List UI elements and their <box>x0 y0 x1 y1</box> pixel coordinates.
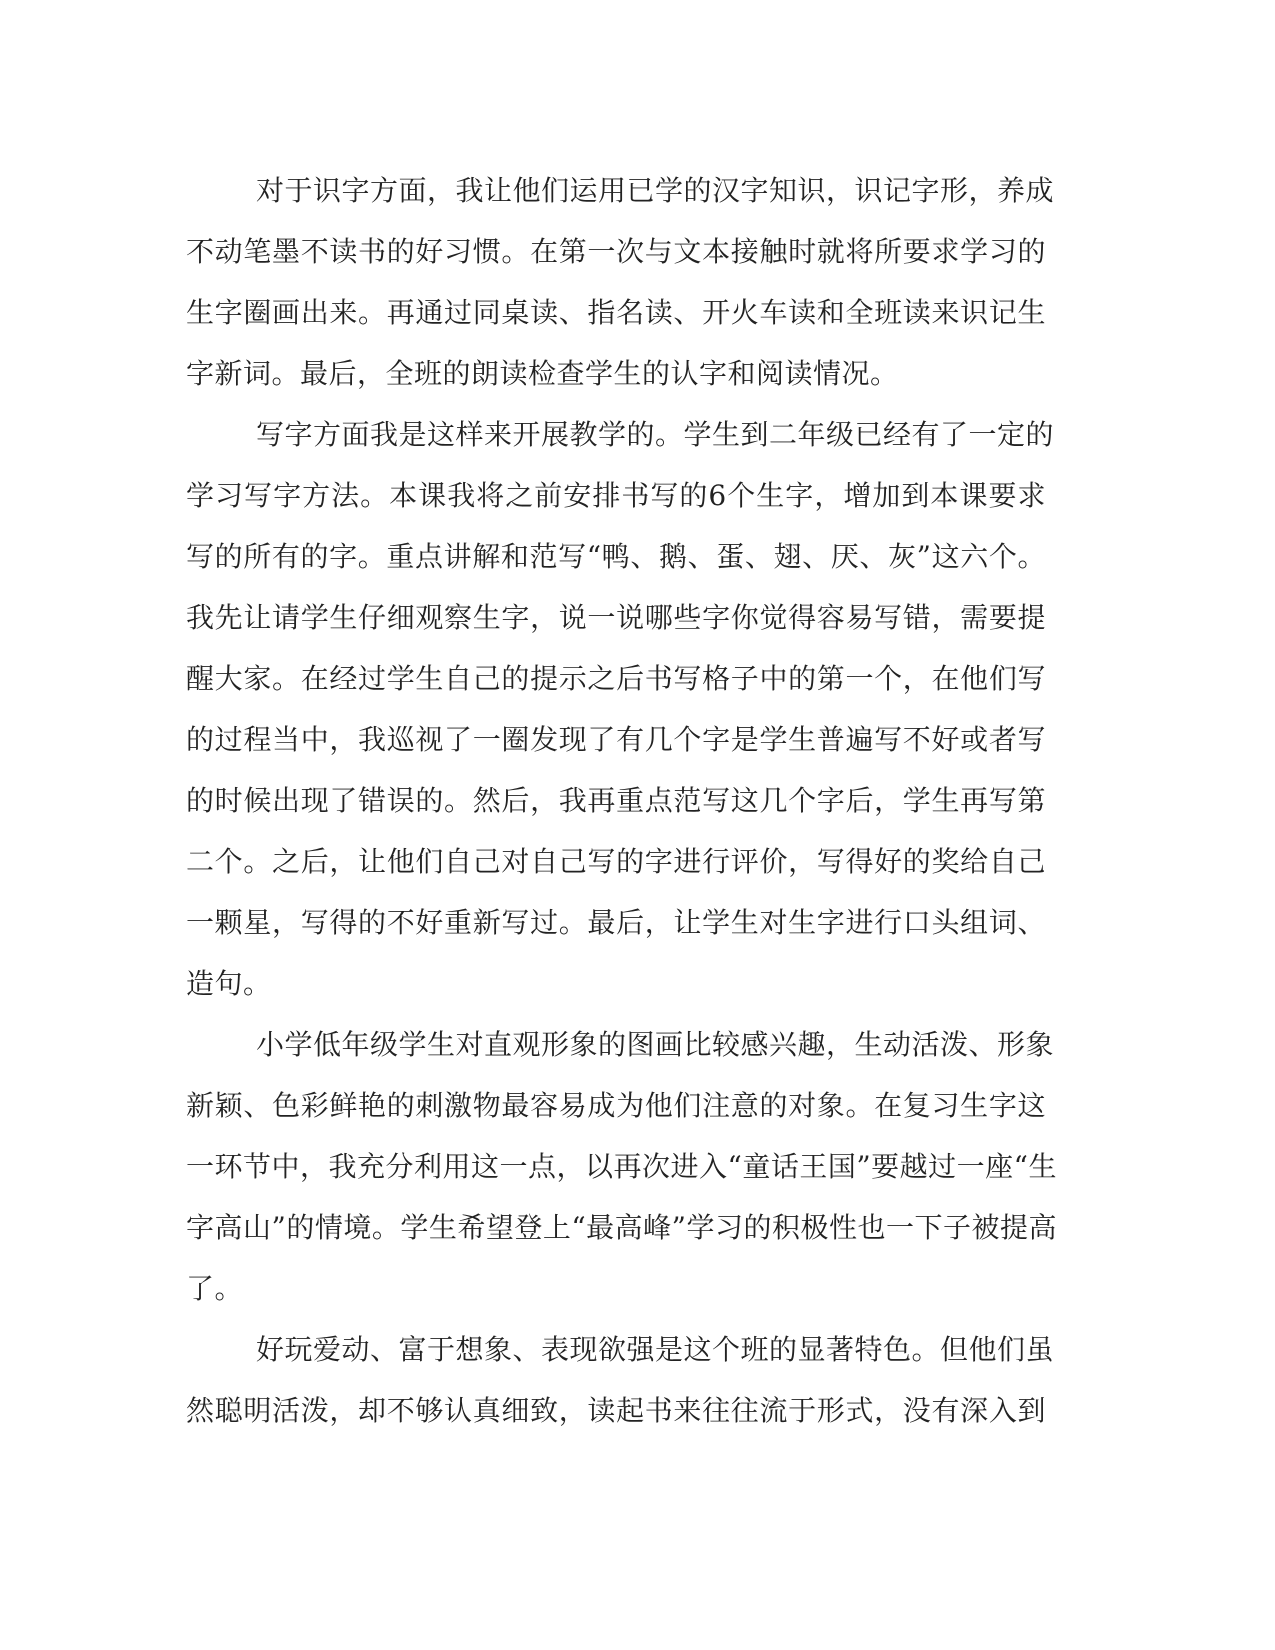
text-line: 然聪明活泼，却不够认真细致，读起书来往往流于形式，没有深入到 <box>186 1394 1046 1427</box>
text-line: 醒大家。在经过学生自己的提示之后书写格子中的第一个，在他们写 <box>186 662 1046 695</box>
paragraph <box>186 160 1055 404</box>
text-line: 写字方面我是这样来开展教学的。学生到二年级已经有了一定的 <box>256 418 1055 451</box>
text-line: 的时候出现了错误的。然后，我再重点范写这几个字后，学生再写第 <box>186 784 1046 817</box>
text-line: 了。 <box>186 1272 244 1305</box>
text-line: 字新词。最后，全班的朗读检查学生的认字和阅读情况。 <box>186 357 899 390</box>
text-line: 学习写字方法。本课我将之前安排书写的6个生字，增加到本课要求 <box>186 479 1046 512</box>
paragraph <box>186 1014 1057 1319</box>
text-line: 写的所有的字。重点讲解和范写“鸭、鹅、蛋、翅、厌、灰”这六个。 <box>186 540 1046 573</box>
text-line: 新颖、色彩鲜艳的刺激物最容易成为他们注意的对象。在复习生字这 <box>186 1089 1046 1122</box>
text-line: 造句。 <box>186 967 272 1000</box>
paragraph <box>186 1319 1055 1441</box>
text-line: 一环节中，我充分利用这一点，以再次进入“童话王国”要越过一座“生 <box>186 1150 1057 1183</box>
text-line: 字高山”的情境。学生希望登上“最高峰”学习的积极性也一下子被提高 <box>186 1211 1057 1244</box>
text-line: 二个。之后，让他们自己对自己写的字进行评价，写得好的奖给自己 <box>186 845 1046 878</box>
text-line: 一颗星，写得的不好重新写过。最后，让学生对生字进行口头组词、 <box>186 906 1046 939</box>
text-line: 对于识字方面，我让他们运用已学的汉字知识，识记字形，养成 <box>256 174 1055 207</box>
text-line: 小学低年级学生对直观形象的图画比较感兴趣，生动活泼、形象 <box>256 1028 1055 1061</box>
paragraph <box>186 404 1055 1014</box>
text-line: 生字圈画出来。再通过同桌读、指名读、开火车读和全班读来识记生 <box>186 296 1046 329</box>
document-body <box>186 160 1057 1441</box>
text-line: 我先让请学生仔细观察生字，说一说哪些字你觉得容易写错，需要提 <box>186 601 1046 634</box>
text-line: 不动笔墨不读书的好习惯。在第一次与文本接触时就将所要求学习的 <box>186 235 1046 268</box>
text-line: 的过程当中，我巡视了一圈发现了有几个字是学生普遍写不好或者写 <box>186 723 1046 756</box>
text-line: 好玩爱动、富于想象、表现欲强是这个班的显著特色。但他们虽 <box>256 1333 1055 1366</box>
